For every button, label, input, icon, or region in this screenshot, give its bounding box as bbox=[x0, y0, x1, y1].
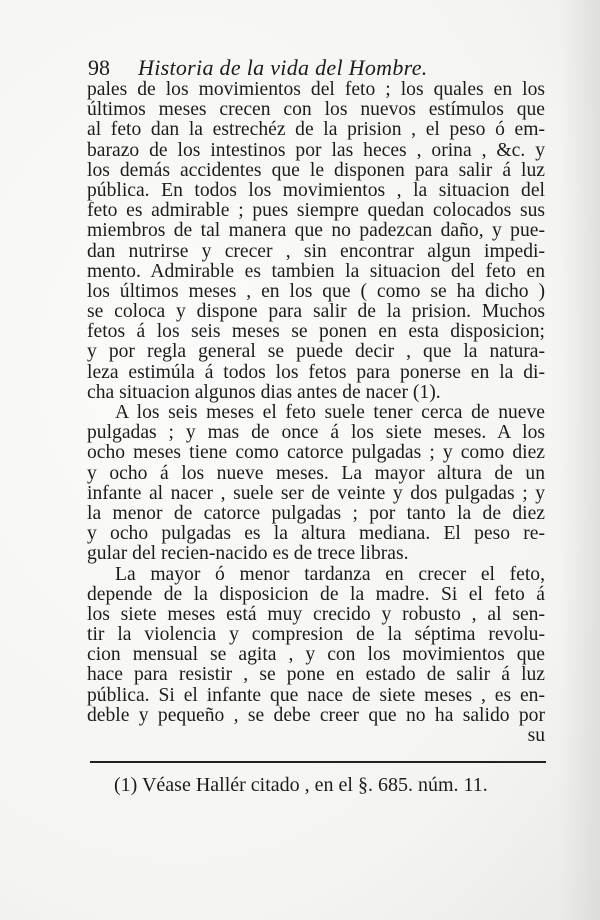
text-line: cion mensual se agita , y con los movimientos que bbox=[87, 645, 545, 666]
text-line: pública. Si el infante que nace de siete meses , es en- bbox=[87, 685, 545, 706]
text-line: deble y pequeño , se debe creer que no ha salido por bbox=[87, 705, 545, 726]
catchword: su bbox=[527, 726, 545, 746]
text-line-paragraph-start: La mayor ó menor tardanza en crecer el feto, bbox=[115, 564, 545, 585]
text-line: fetos á los seis meses se ponen en esta disposicion; bbox=[87, 322, 545, 343]
body-text bbox=[87, 80, 545, 746]
running-title: Historia de la vida del Hombre. bbox=[138, 55, 428, 80]
text-line: mento. Admirable es tambien la situacion del feto en bbox=[87, 261, 545, 282]
text-line: pales de los movimientos del feto ; los quales en los bbox=[87, 80, 545, 100]
text-line: infante al nacer , suele ser de veinte y dos pulgadas ; y bbox=[87, 483, 545, 504]
text-line-paragraph-start: A los seis meses el feto suele tener cerca de nueve bbox=[115, 403, 545, 423]
text-line: los últimos meses , en los que ( como se ha dicho ) bbox=[87, 281, 545, 302]
text-line: ocho meses tiene como catorce pulgadas ; y como diez bbox=[87, 443, 545, 464]
text-line: leza estimúla á todos los fetos para ponerse en la di- bbox=[87, 362, 545, 383]
text-line: y ocho á los nueve meses. La mayor altura de un bbox=[87, 463, 545, 484]
text-line: y por regla general se puede decir , que la natura- bbox=[87, 342, 545, 363]
text-line: y ocho pulgadas es la altura mediana. El peso re- bbox=[87, 524, 545, 545]
text-line-paragraph-end: gular del recien-nacido es de trece libras. bbox=[87, 544, 409, 565]
text-line: barazo de los intestinos por las heces , orina , &c. y bbox=[87, 140, 545, 161]
text-line: los demás accidentes que le disponen para salir á luz bbox=[87, 160, 545, 181]
text-line: los siete meses está muy crecido y robusto , al sen- bbox=[87, 604, 545, 625]
text-line: pública. En todos los movimientos , la situacion del bbox=[87, 180, 545, 201]
text-line: la menor de catorce pulgadas ; por tanto la de diez bbox=[87, 503, 545, 524]
text-line: pulgadas ; y mas de once á los siete meses. A los bbox=[87, 423, 545, 444]
footnote-rule bbox=[90, 761, 546, 763]
text-line: depende de la disposicion de la madre. Si el feto á bbox=[87, 584, 545, 605]
text-line: dan nutrirse y crecer , sin encontrar algun impedi- bbox=[87, 241, 545, 262]
text-line: al feto dan la estrechéz de la prision , el peso ó em- bbox=[87, 120, 545, 141]
text-line: feto es admirable ; pues siempre quedan colocados sus bbox=[87, 201, 545, 222]
page-number: 98 bbox=[88, 55, 110, 80]
running-head bbox=[88, 55, 548, 81]
page-edge-shadow bbox=[560, 0, 600, 920]
text-line: tir la violencia y compresion de la séptima revolu- bbox=[87, 625, 545, 646]
text-line: hace para resistir , se pone en estado de salir á luz bbox=[87, 665, 545, 686]
text-line: se coloca y dispone para salir de la prision. Muchos bbox=[87, 302, 545, 323]
text-line-paragraph-end: cha situacion algunos dias antes de nacer (1). bbox=[87, 382, 441, 403]
text-line: últimos meses crecen con los nuevos estímulos que bbox=[87, 100, 545, 121]
footnote: (1) Véase Hallér citado , en el §. 685. núm. 11. bbox=[114, 774, 488, 796]
text-line: miembros de tal manera que no padezcan daño, y pue- bbox=[87, 221, 545, 242]
